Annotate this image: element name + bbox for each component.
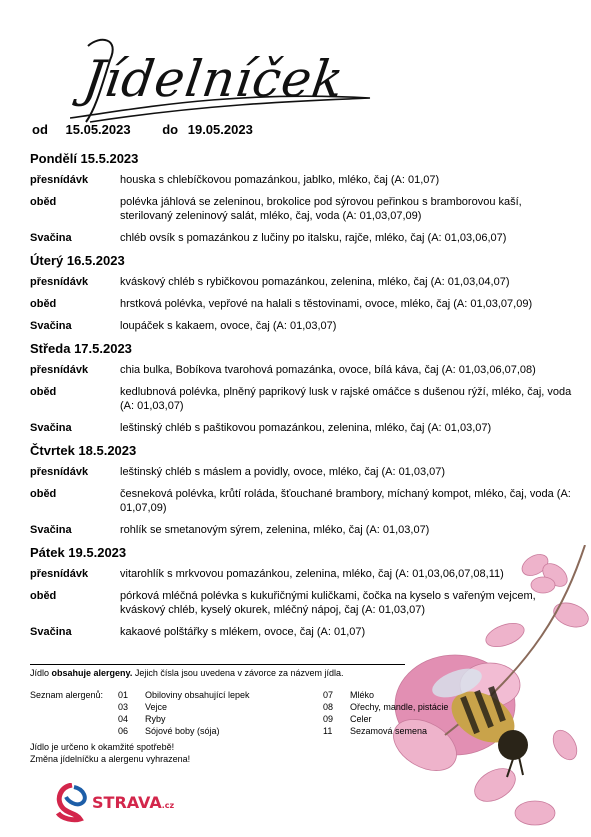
day-title: Středa 17.5.2023 [30, 341, 132, 356]
meal-text: pórková mléčná polévka s kukuřičnými kuličkami, čočka na kyselo s vařeným vejcem, kváskový chléb, kyselý okurek, mléčný nápoj, čaj (A: 01,03,07) [120, 590, 536, 616]
allergen-code: 06 [118, 726, 129, 736]
blossom-icon [385, 550, 591, 825]
day-section [30, 443, 575, 537]
meal-row [30, 363, 575, 377]
blossom-bee-illustration [385, 545, 591, 837]
allergen-name: Mléko [350, 690, 375, 700]
day-section [30, 341, 575, 435]
day-title: Čtvrtek 18.5.2023 [30, 443, 137, 458]
date-from: 15.05.2023 [65, 122, 131, 137]
meal-label: Svačina [30, 232, 72, 244]
meal-label: oběd [30, 196, 57, 208]
meal-label: oběd [30, 590, 57, 602]
day-section [30, 151, 575, 245]
meal-text: leštinský chléb s máslem a povidly, ovoce, mléko, čaj (A: 01,03,07) [120, 466, 446, 478]
meal-row [30, 319, 575, 333]
day-title: Pondělí 15.5.2023 [30, 151, 139, 166]
meal-label: oběd [30, 386, 57, 398]
meal-label: oběd [30, 298, 57, 310]
allergen-name: Obiloviny obsahující lepek [145, 690, 250, 700]
meal-text: chléb ovsík s pomazánkou z lučiny po italsku, rajče, mléko, čaj (A: 01,03,06,07) [120, 232, 507, 244]
meal-text: česneková polévka, krůtí roláda, šťouchané brambory, míchaný kompot, mléko, čaj, voda (A: 01,07,09) [120, 488, 571, 514]
allergen-name: Celer [350, 714, 372, 724]
allergen-note [30, 667, 410, 679]
meal-row [30, 297, 575, 311]
day-title: Pátek 19.5.2023 [30, 545, 127, 560]
meal-label: Svačina [30, 524, 72, 536]
date-range [32, 122, 253, 137]
meal-text: vitarohlík s mrkvovou pomazánkou, zelenina, mléko, čaj (A: 01,03,06,07,08,11) [120, 568, 504, 580]
meal-text: houska s chlebíčkovou pomazánkou, jablko, mléko, čaj (A: 01,07) [120, 174, 440, 186]
consumption-note: Jídlo je určeno k okamžité spotřebě! [30, 742, 175, 752]
meal-label: oběd [30, 488, 57, 500]
allergen-code: 09 [323, 714, 334, 724]
allergen-name: Ryby [145, 714, 166, 724]
date-to: 19.05.2023 [187, 122, 253, 137]
day-section [30, 253, 575, 333]
meal-row [30, 231, 575, 245]
logo-suffix: .cz [161, 801, 175, 810]
meal-text: kváskový chléb s rybičkovou pomazánkou, zelenina, mléko, čaj (A: 01,03,04,07) [120, 276, 510, 288]
allergen-code: 11 [323, 726, 333, 736]
meal-row [30, 173, 575, 187]
allergen-name: Ořechy, mandle, pistácie [350, 702, 449, 712]
strava-logo-wordmark [92, 793, 174, 812]
meal-label: přesnídávk [30, 466, 89, 478]
allergen-code: 01 [118, 690, 129, 700]
meal-row [30, 487, 575, 515]
meal-row [30, 421, 575, 435]
strava-logo [54, 783, 175, 823]
allergen-list-label: Seznam alergenů: [30, 690, 104, 700]
logo-text: STRAVA [92, 793, 162, 812]
meal-text: loupáček s kakaem, ovoce, čaj (A: 01,03,07) [120, 320, 337, 332]
change-note: Změna jídelníčku a alergenu vyhrazena! [30, 754, 191, 764]
allergen-code: 03 [118, 702, 129, 712]
meal-text: chia bulka, Bobíkova tvarohová pomazánka, ovoce, bílá káva, čaj (A: 01,03,06,07,08) [120, 364, 536, 376]
meal-label: Svačina [30, 626, 72, 638]
meal-text: kakaové polštářky s mlékem, ovoce, čaj (A: 01,07) [120, 626, 366, 638]
meal-row [30, 195, 575, 223]
meal-text: rohlík se smetanovým sýrem, zelenina, mléko, čaj (A: 01,03,07) [120, 524, 430, 536]
meal-label: Svačina [30, 422, 72, 434]
allergen-name: Vejce [145, 702, 168, 712]
allergen-code: 07 [323, 690, 334, 700]
meal-text: polévka jáhlová se zeleninou, brokolice pod sýrovou peřinkou s bramborovou kaší, sterilovaný zeleninový salát, mléko, čaj, voda (A: 01,03,07,09) [120, 196, 522, 222]
meal-label: přesnídávk [30, 276, 89, 288]
day-title: Úterý 16.5.2023 [30, 253, 125, 268]
meal-text: kedlubnová polévka, plněný paprikový lusk v rajské omáčce s dušenou rýží, mléko, čaj, voda (A: 01,03,07) [120, 386, 572, 412]
meal-label: přesnídávk [30, 364, 89, 376]
note-prefix: Jídlo [30, 668, 50, 678]
meal-text: leštinský chléb s paštikovou pomazánkou, zelenina, mléko, čaj (A: 01,03,07) [120, 422, 492, 434]
meal-row [30, 385, 575, 413]
note-bold: obsahuje alergeny. [51, 668, 133, 678]
meal-label: Svačina [30, 320, 72, 332]
date-from-label: od [32, 122, 48, 137]
meal-text: hrstková polévka, vepřové na halali s těstovinami, ovoce, mléko, čaj (A: 01,03,07,09) [120, 298, 533, 310]
page-title: Jídelníček [79, 50, 348, 108]
meal-row [30, 275, 575, 289]
allergen-name: Sezamová semena [350, 726, 428, 736]
footer-notes [30, 741, 190, 765]
allergen-name: Sójové boby (sója) [145, 726, 220, 736]
meal-label: přesnídávk [30, 174, 89, 186]
allergen-code: 04 [118, 714, 129, 724]
meal-label: přesnídávk [30, 568, 89, 580]
title-block [70, 30, 390, 125]
allergen-code: 08 [323, 702, 334, 712]
meal-row [30, 465, 575, 479]
note-rest: Jejich čísla jsou uvedena v závorce za názvem jídla. [134, 668, 344, 678]
meal-row [30, 523, 575, 537]
strava-logo-icon [54, 783, 90, 823]
notes-divider [30, 664, 405, 665]
date-to-label: do [162, 122, 179, 137]
